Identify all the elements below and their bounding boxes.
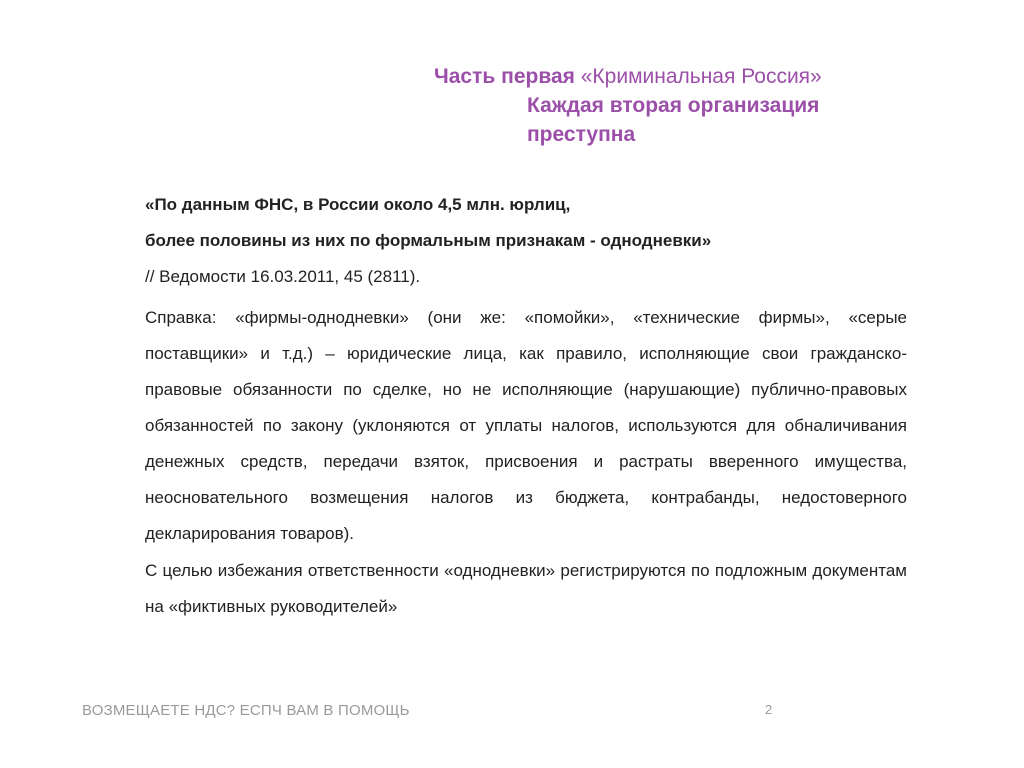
page-number: 2 xyxy=(765,702,773,717)
reference-paragraph: Справка: «фирмы-однодневки» (они же: «помойки», «технические фирмы», «серые поставщики» и т.д.) – юридические лица, как правило, исполняющие свои гражданско-правовые обязанности по сделке, но не исполняющие (нарушающие) публично-правовых обязанностей по закону (уклоняются от уплаты налогов, используются для обналичивания денежных средств, передачи взяток, присвоения и растраты вверенного имущества, неосновательного возмещения налогов из бюджета, контрабанды, недостоверного декларирования товаров). xyxy=(145,308,907,543)
part-label: Часть первая xyxy=(434,65,575,88)
quote-line-2: более половины из них по формальным признакам - однодневки» xyxy=(145,231,712,250)
conclusion-paragraph: С целью избежания ответственности «однодневки» регистрируются по подложным документам на «фиктивных руководителей» xyxy=(145,561,907,616)
slide-title xyxy=(434,62,994,149)
title-line-1 xyxy=(434,62,994,91)
heading-line-2: Каждая вторая организация xyxy=(527,94,820,117)
source-citation: // Ведомости 16.03.2011, 45 (2811). xyxy=(145,267,421,286)
slide-body xyxy=(145,190,907,625)
part-subtitle: «Криминальная Россия» xyxy=(580,65,822,88)
quote-line-1: «По данным ФНС, в России около 4,5 млн. юрлиц, xyxy=(145,195,571,214)
footer-caption: ВОЗМЕЩАЕТЕ НДС? ЕСПЧ ВАМ В ПОМОЩЬ xyxy=(82,702,410,719)
heading-line-3: преступна xyxy=(527,123,636,146)
